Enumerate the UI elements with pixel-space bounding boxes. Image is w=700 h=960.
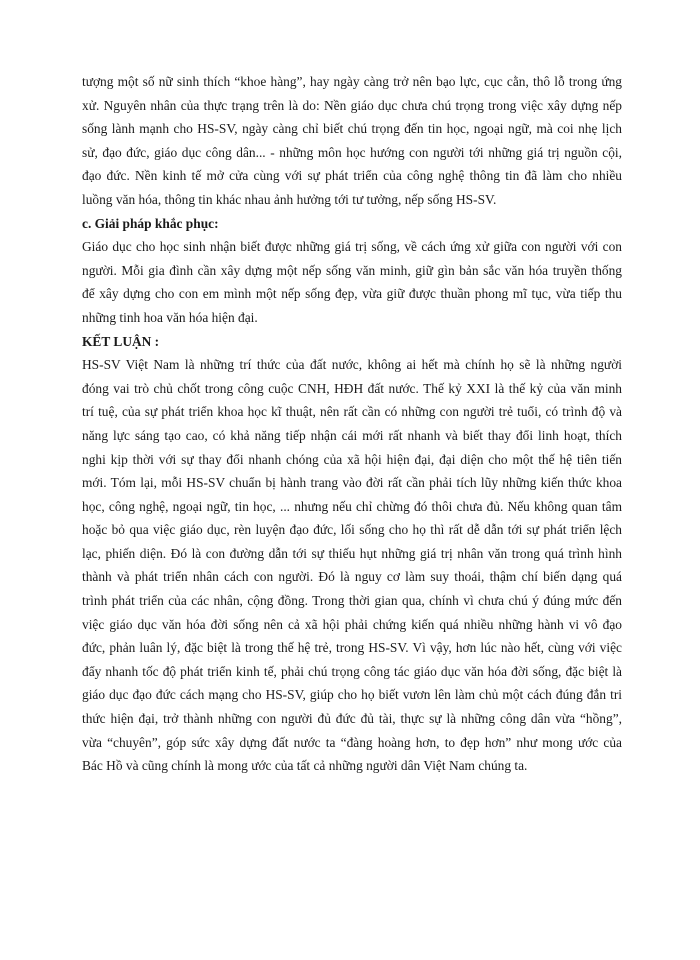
text-line: mới. Tóm lại, mỗi HS-SV chuẩn bị hành trang vào đời rất cần phải tích lũy những kiến thức khoa <box>82 475 622 491</box>
section-solutions <box>82 212 622 330</box>
text-line: người. Mỗi gia đình cần xây dựng một nếp sống văn minh, giữ gìn bản sắc văn hóa truyền thống <box>82 262 622 278</box>
text-line: thành và phát triển nhân cách con người. Đó là nguy cơ làm suy thoái, thậm chí biến dạng quá <box>82 569 622 585</box>
text-line: những tinh hoa văn hóa hiện đại. <box>82 309 258 325</box>
text-line: đức, phản luân lý, đặc biệt là trong thế hệ trẻ, trong HS-SV. Vì vậy, hơn lúc nào hết, cùng với việc <box>82 640 622 656</box>
text-line: nghi kịp thời với sự thay đổi nhanh chóng của xã hội hiện đại, đại diện cho một thế hệ tiên tiến <box>82 451 622 467</box>
section-conclusion <box>82 330 622 778</box>
conclusion-heading: KẾT LUẬN : <box>82 333 160 349</box>
text-line: trình phát triển của các nhân, cộng đồng. Trong thời gian qua, chính vì chưa chú ý đúng mức đến <box>82 593 622 609</box>
text-line: lạc, phiến diện. Đó là con đường dẫn tới sự thiếu hụt những giá trị nhân văn trong quá trình hình <box>82 545 622 561</box>
text-line: giáo dục đạo đức cách mạng cho HS-SV, giúp cho họ biết vươn lên làm chủ một cách đúng đắn tri <box>82 687 622 703</box>
text-line: năng lực sáng tạo cao, có khả năng tiếp nhận cái mới rất nhanh và biết thay đổi linh hoạt, thích <box>82 427 622 443</box>
text-line: đẩy nhanh tốc độ phát triển kinh tế, phải chú trọng công tác giáo dục văn hóa đời sống, đặc biệt là <box>82 663 622 679</box>
text-line: đạo đức. Nền kinh tế mở cửa cùng với sự phát triển của công nghệ thông tin đã làm cho nhiều <box>82 168 622 184</box>
text-line: trí tuệ, của sự phát triển khoa học kĩ thuật, nên rất cần có những con người trẻ tuổi, có trình độ và <box>82 404 622 420</box>
text-line: tượng một số nữ sinh thích “khoe hàng”, hay ngày càng trở nên bạo lực, cục cằn, thô lỗ trong ứng <box>82 74 622 89</box>
text-line: luồng văn hóa, thông tin khác nhau ảnh hưởng tới tư tưởng, nếp sống HS-SV. <box>82 191 497 207</box>
text-line: sử, đạo đức, giáo dục công dân... - những môn học hướng con người tới những giá trị nguồn cội, <box>82 144 622 160</box>
text-line: Giáo dục cho học sinh nhận biết được những giá trị sống, về cách ứng xử giữa con người với con <box>82 239 622 255</box>
text-line: xử. Nguyên nhân của thực trạng trên là do: Nền giáo dục chưa chú trọng trong việc xây dựng nếp <box>82 97 622 113</box>
document-body <box>82 70 622 778</box>
text-line: đóng vai trò chủ chốt trong công cuộc CNH, HĐH đất nước. Thế kỷ XXI là thế kỷ của văn minh <box>82 380 622 396</box>
text-line: việc giáo dục văn hóa đời sống nên cả xã hội phải chứng kiến quá nhiều những hành vi vô đạo <box>82 616 622 632</box>
paragraph-intro <box>82 70 622 212</box>
text-line: HS-SV Việt Nam là những trí thức của đất nước, không ai hết mà chính họ sẽ là những người <box>82 357 622 373</box>
text-line: sống lành mạnh cho HS-SV, ngày càng chỉ biết chú trọng đến tin học, ngoại ngữ, mà coi nhẹ lịch <box>82 121 622 137</box>
text-line: để xây dựng cho con em mình một nếp sống đẹp, vừa giữ được thuần phong mĩ tục, vừa tiếp thu <box>82 286 622 302</box>
text-line: thức hiện đại, trở thành những con người đủ đức đủ tài, thực sự là những công dân vừa “hồng”, <box>82 711 622 727</box>
text-line: hoặc bỏ qua việc giáo dục, rèn luyện đạo đức, lối sống cho họ thì rất dễ dẫn tới sự phát triển lệch <box>82 522 622 538</box>
text-line: học, công nghệ, ngoại ngữ, tin học, ... nhưng nếu chỉ chừng đó thôi chưa đủ. Nếu không quan tâm <box>82 498 622 514</box>
text-line: Bác Hồ và cũng chính là mong ước của tất cả những người dân Việt Nam chúng ta. <box>82 758 528 774</box>
section-heading: c. Giải pháp khắc phục: <box>82 215 219 231</box>
text-line: vừa “chuyên”, góp sức xây dựng đất nước ta “đàng hoàng hơn, to đẹp hơn” như mong ước của <box>82 734 622 750</box>
